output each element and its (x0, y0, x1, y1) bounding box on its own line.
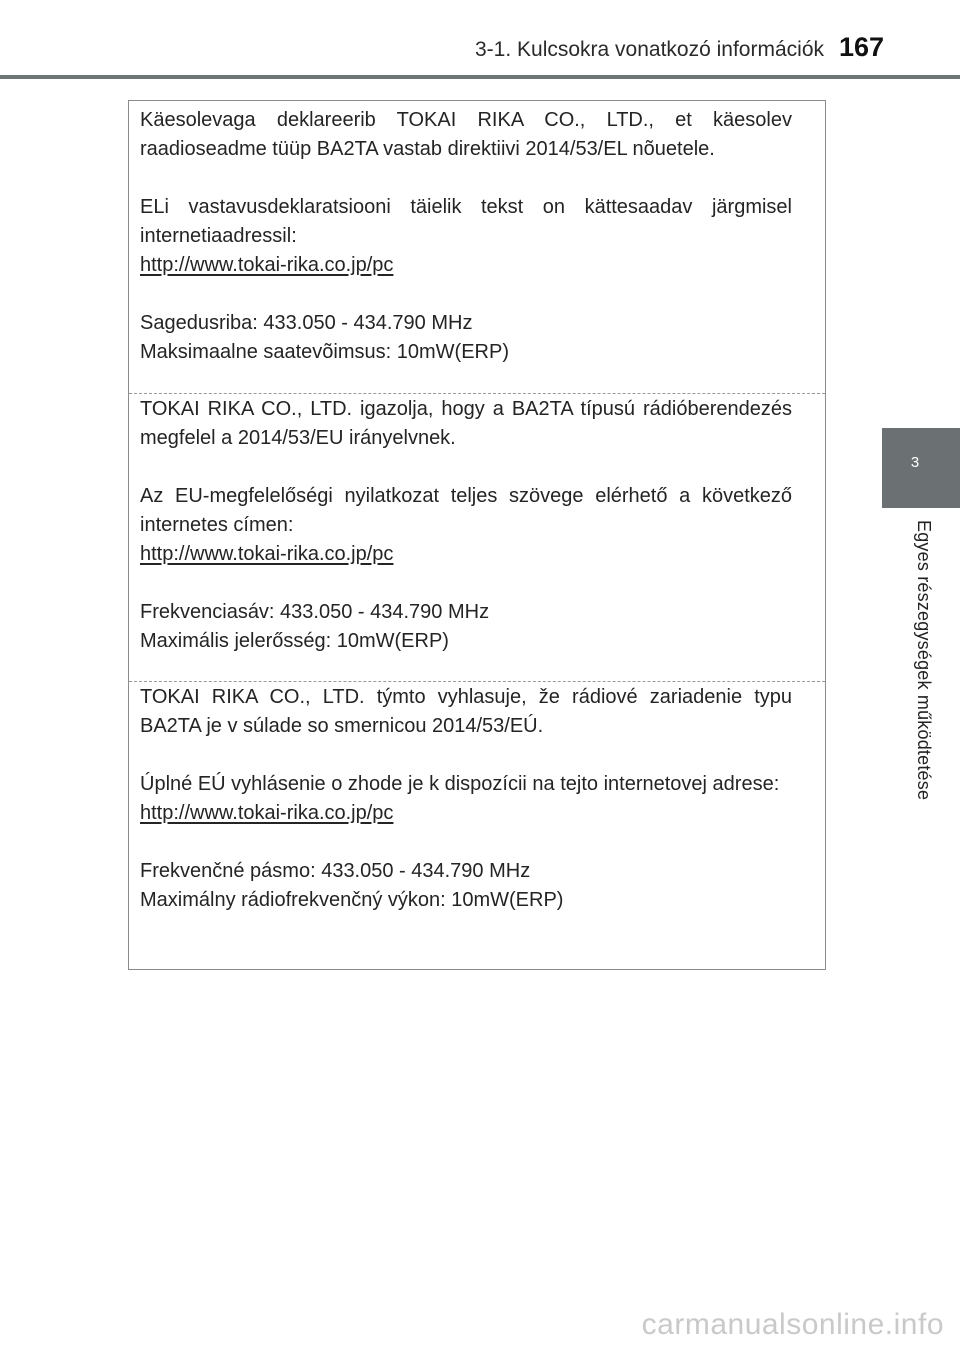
declaration-full-text-note: Úplné EÚ vyhlásenie o zhode je k dispozícii na tejto internetovej adrese: (140, 773, 780, 795)
declaration-block-slovak (140, 683, 792, 915)
frequency-band: Sagedusriba: 433.050 - 434.790 MHz (140, 312, 473, 334)
declaration-url-link[interactable]: http://www.tokai-rika.co.jp/pc (140, 802, 394, 824)
chapter-tab-number: 3 (910, 454, 920, 471)
declaration-full-text-note: Az EU-megfelelőségi nyilatkozat teljes szövege elérhető a következő internetes címen: (140, 485, 792, 536)
declaration-box (128, 100, 826, 970)
watermark: carmanualsonline.info (641, 1308, 944, 1341)
header-rule (0, 75, 960, 79)
section-title: 3-1. Kulcsokra vonatkozó információk (475, 38, 824, 61)
dashed-separator (129, 393, 825, 394)
page-number: 167 (838, 32, 884, 62)
max-power: Maximálny rádiofrekvenčný výkon: 10mW(ERP) (140, 889, 564, 911)
page-header (0, 0, 960, 80)
declaration-statement: TOKAI RIKA CO., LTD. igazolja, hogy a BA2TA típusú rádióberendezés megfelel a 2014/53/EU irányelvnek. (140, 398, 792, 449)
declaration-statement: Käesolevaga deklareerib TOKAI RIKA CO., LTD., et käesolev raadioseadme tüüp BA2TA vastab direktiivi 2014/53/EL nõuetele. (140, 109, 792, 160)
dashed-separator (129, 681, 825, 682)
max-power: Maksimaalne saatevõimsus: 10mW(ERP) (140, 341, 509, 363)
declaration-url-link[interactable]: http://www.tokai-rika.co.jp/pc (140, 254, 394, 276)
declaration-block-hungarian (140, 395, 792, 656)
chapter-label-text: Egyes részegységek működtetése (914, 520, 934, 801)
max-power: Maximális jelerősség: 10mW(ERP) (140, 630, 449, 652)
declaration-full-text-note: ELi vastavusdeklaratsiooni täielik tekst on kättesaadav järgmisel internetiaadressil: (140, 196, 792, 247)
declaration-block-estonian (140, 106, 792, 367)
frequency-band: Frekvenciasáv: 433.050 - 434.790 MHz (140, 601, 490, 623)
chapter-tab (882, 428, 960, 508)
chapter-label (913, 520, 953, 830)
declaration-statement: TOKAI RIKA CO., LTD. týmto vyhlasuje, že rádiové zariadenie typu BA2TA je v súlade so smernicou 2014/53/EÚ. (140, 686, 792, 737)
declaration-url-link[interactable]: http://www.tokai-rika.co.jp/pc (140, 543, 394, 565)
frequency-band: Frekvenčné pásmo: 433.050 - 434.790 MHz (140, 860, 531, 882)
